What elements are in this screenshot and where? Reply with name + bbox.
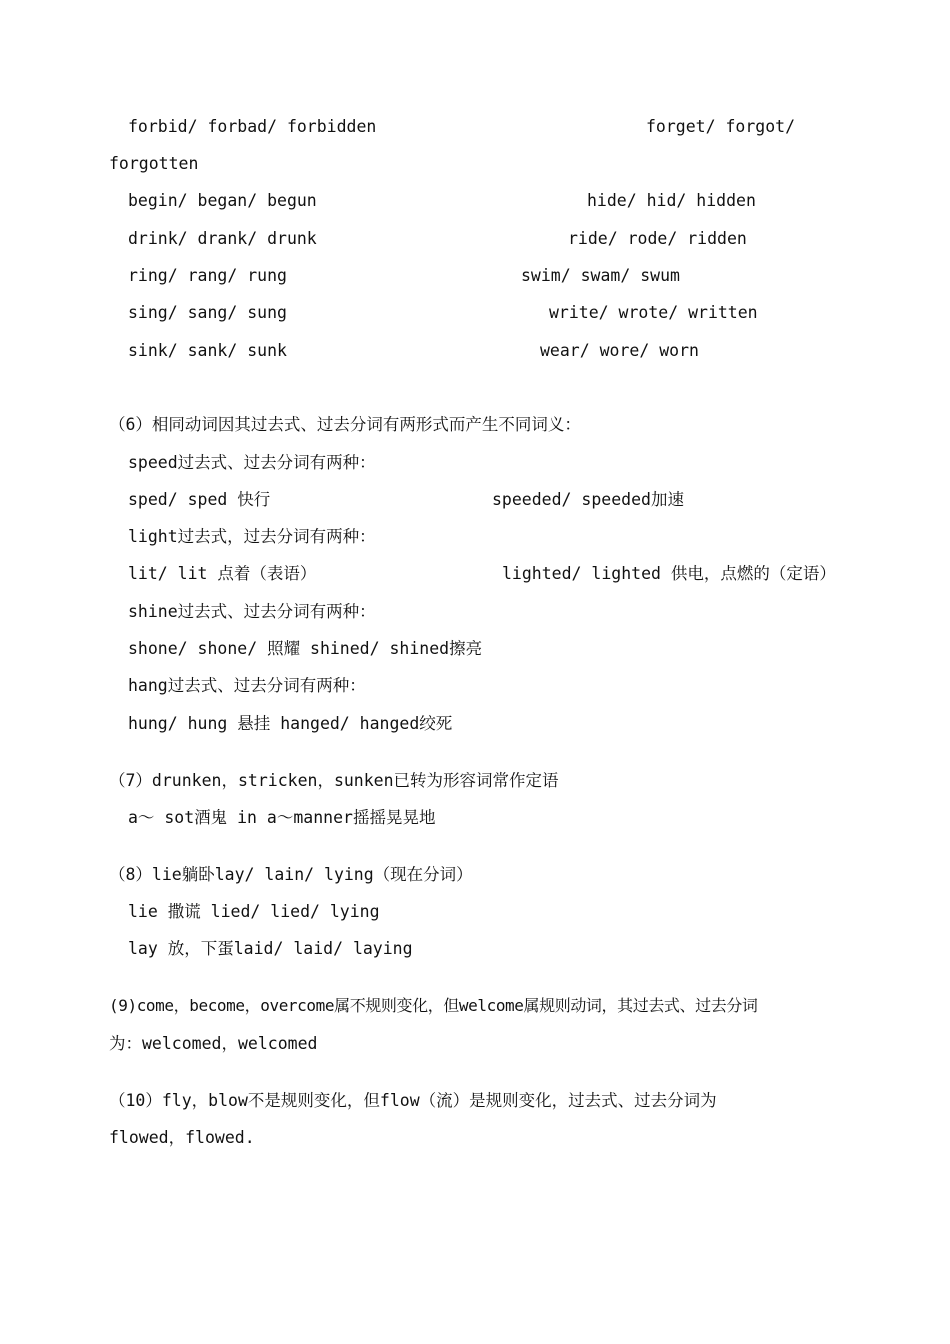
section8-lay: lay 放，下蛋laid/ laid/ laying <box>128 939 413 958</box>
verb-drink: drink/ drank/ drunk <box>128 229 317 248</box>
section6-heading: （6）相同动词因其过去式、过去分词有两形式而产生不同词义： <box>109 415 581 434</box>
light-form-a: lit/ lit 点着（表语） <box>128 564 317 583</box>
verb-sing: sing/ sang/ sung <box>128 303 287 322</box>
section8-heading: （8）lie躺卧lay/ lain/ lying（现在分词） <box>109 865 473 884</box>
light-form-b: lighted/ lighted 供电，点燃的（定语） <box>502 564 836 583</box>
section7-heading: （7）drunken，stricken，sunken已转为形容词常作定语 <box>109 771 559 790</box>
section8-lie: lie 撒谎 lied/ lied/ lying <box>128 902 380 921</box>
section7-example: a～ sot酒鬼 in a～manner摇摇晃晃地 <box>128 808 436 827</box>
speed-form-b: speeded/ speeded加速 <box>492 490 684 509</box>
hang-forms: hung/ hung 悬挂 hanged/ hanged绞死 <box>128 714 453 733</box>
hang-intro: hang过去式、过去分词有两种： <box>128 676 366 695</box>
speed-form-a: sped/ sped 快行 <box>128 490 271 509</box>
shine-intro: shine过去式、过去分词有两种： <box>128 602 376 621</box>
section10-line2: flowed，flowed. <box>109 1128 255 1147</box>
verb-forbid: forbid/ forbad/ forbidden <box>128 117 377 136</box>
verb-begin: begin/ began/ begun <box>128 191 317 210</box>
verb-wear: wear/ wore/ worn <box>540 341 699 360</box>
verb-swim: swim/ swam/ swum <box>521 266 680 285</box>
verb-forget-wrap: forgotten <box>109 154 199 173</box>
verb-forget: forget/ forgot/ <box>646 117 796 136</box>
verb-ring: ring/ rang/ rung <box>128 266 287 285</box>
shine-forms: shone/ shone/ 照耀 shined/ shined擦亮 <box>128 639 483 658</box>
light-intro: light过去式，过去分词有两种： <box>128 527 376 546</box>
section10-line1: （10）fly，blow不是规则变化，但flow（流）是规则变化，过去式、过去分词为 <box>109 1091 717 1110</box>
verb-sink: sink/ sank/ sunk <box>128 341 287 360</box>
section9-line2: 为：welcomed，welcomed <box>109 1034 318 1053</box>
verb-write: write/ wrote/ written <box>549 303 758 322</box>
verb-ride: ride/ rode/ ridden <box>568 229 747 248</box>
verb-hide: hide/ hid/ hidden <box>587 191 756 210</box>
speed-intro: speed过去式、过去分词有两种： <box>128 453 376 472</box>
section9-line1: (9)come，become，overcome属不规则变化，但welcome属规则动词，其过去式、过去分词 <box>109 996 758 1015</box>
